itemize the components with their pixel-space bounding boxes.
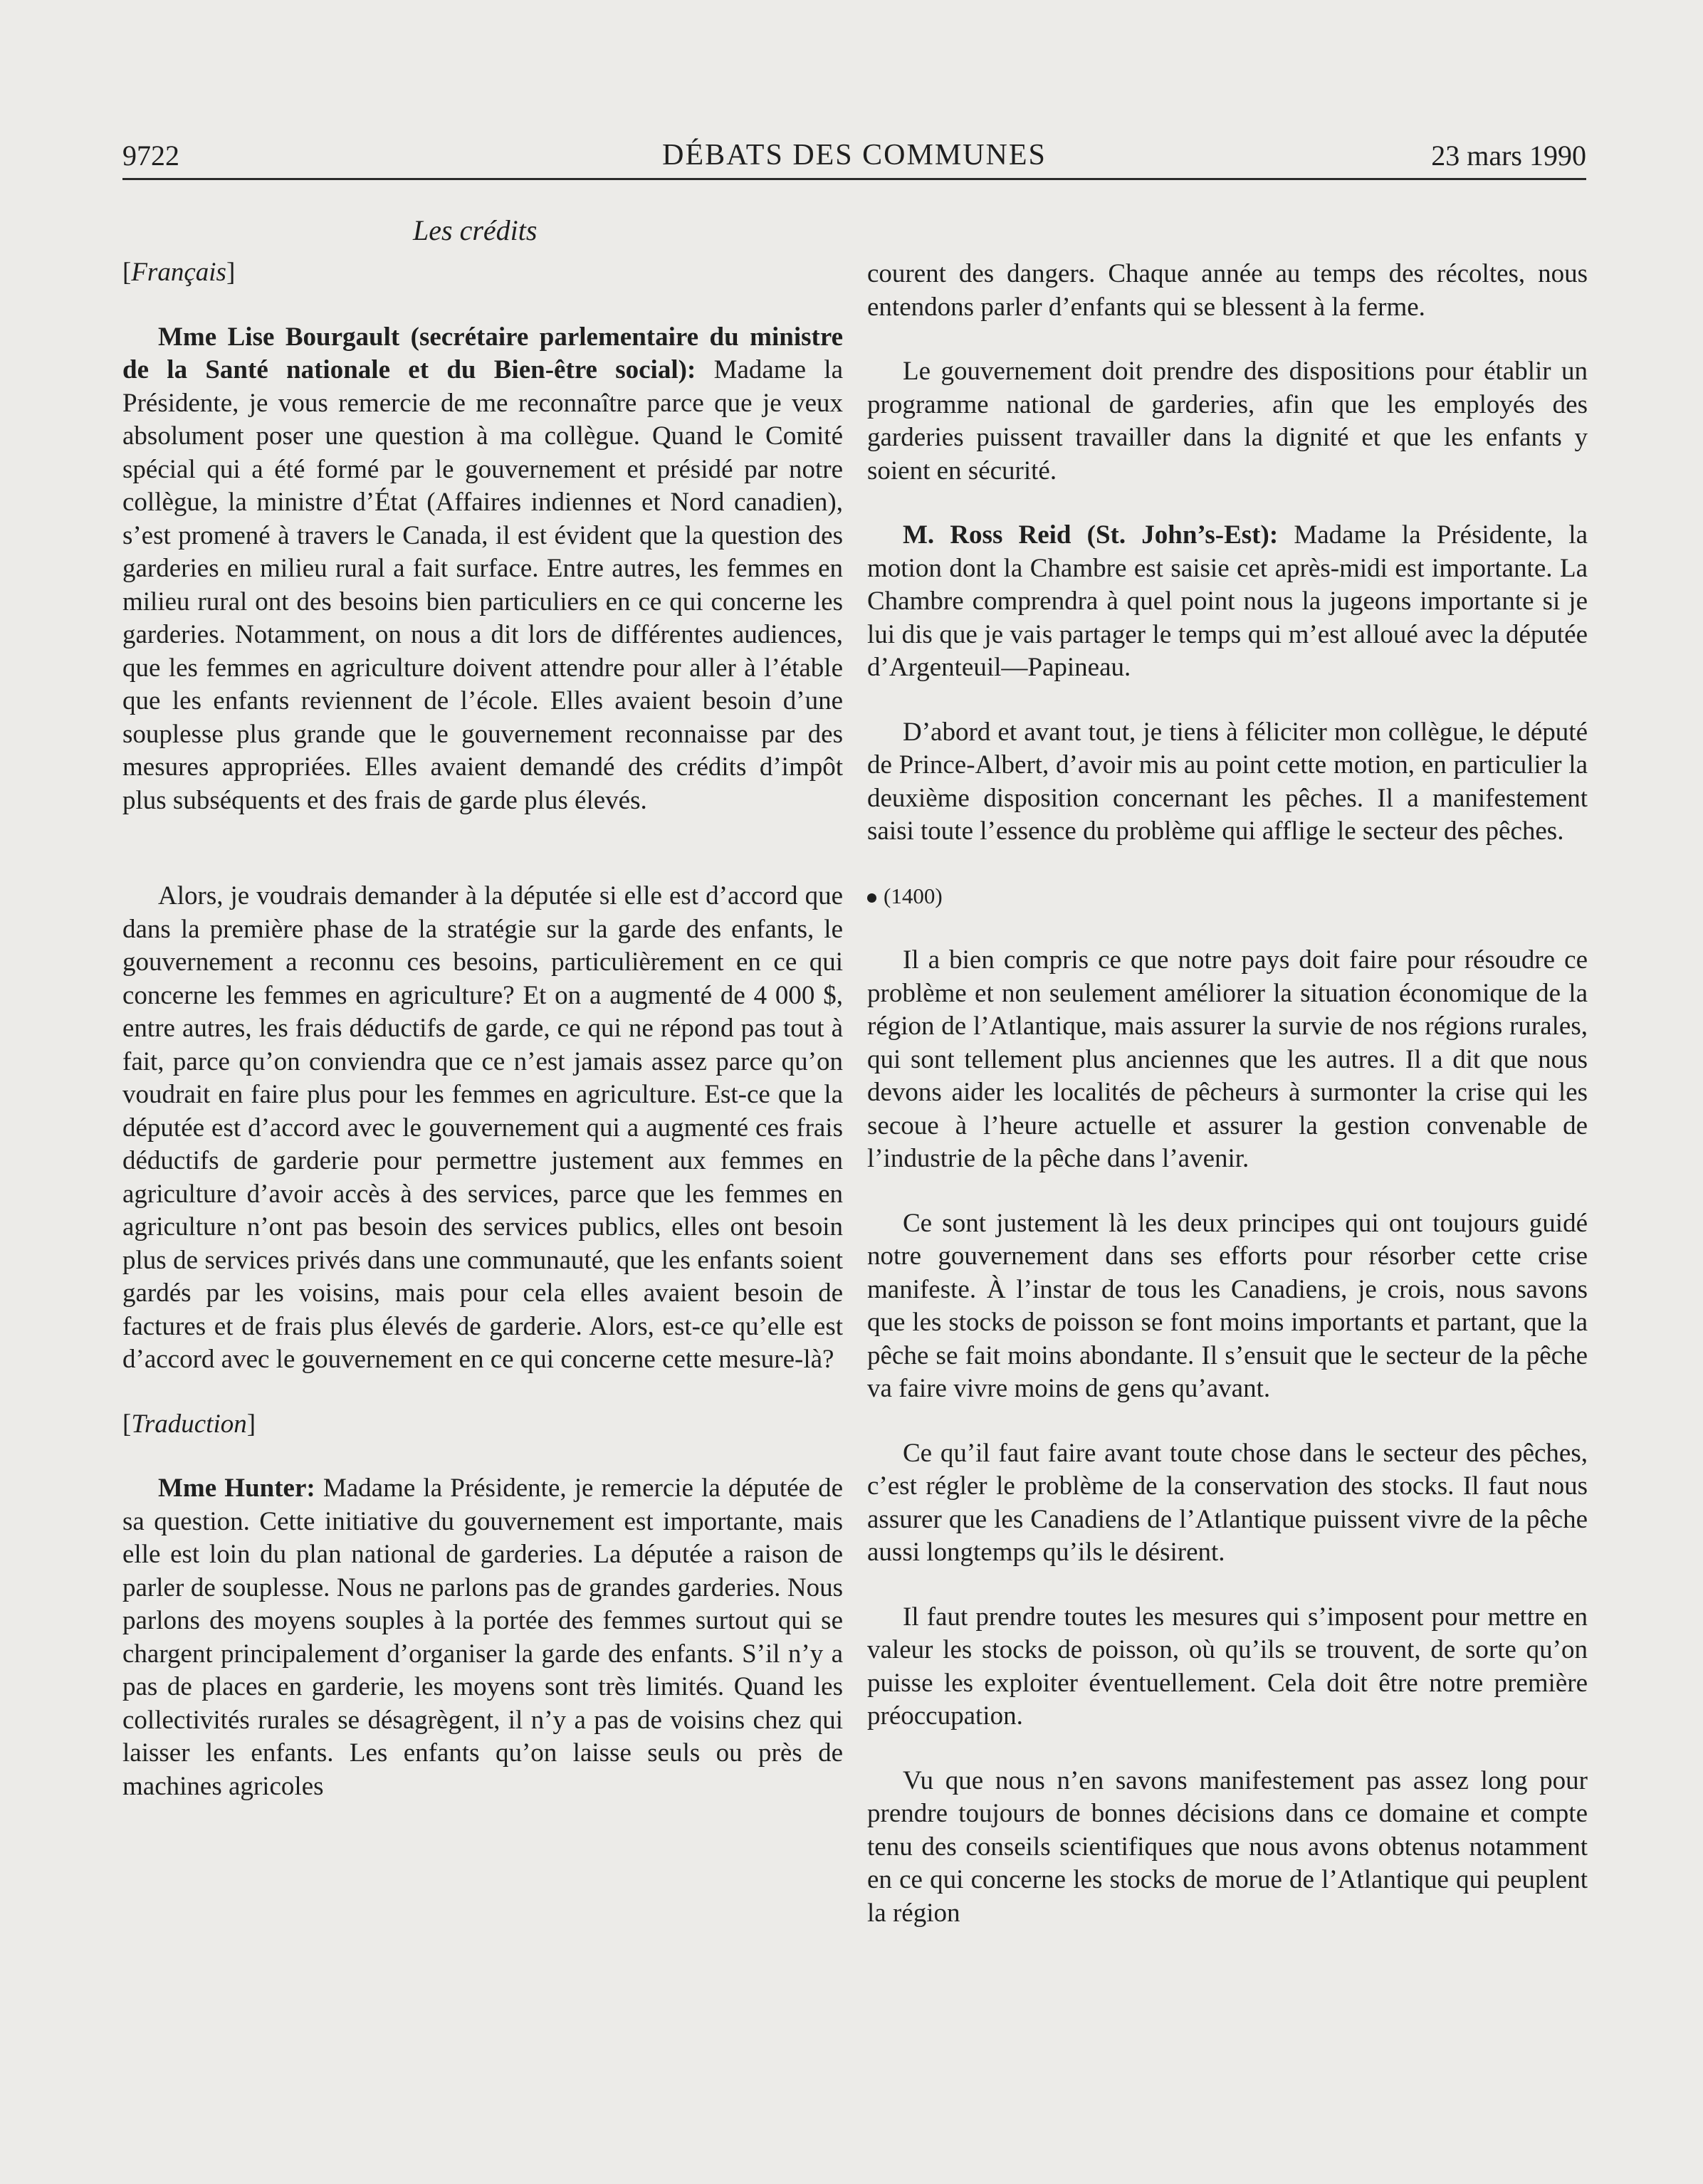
paragraph-bourgault bbox=[122, 321, 843, 818]
language-marker-french: [Français] bbox=[122, 258, 236, 287]
page-number: 9722 bbox=[122, 140, 179, 172]
paragraph-text: Madame la Présidente, la motion dont la Chambre est saisie cet après-midi est importante. La Chambre comprendra à quel point nous la jugeons importante si je lui dis que je vais partager le temps qui m’est alloué avec la députée d’Argenteuil—Papineau. bbox=[867, 520, 1588, 682]
paragraph-understood: Il a bien compris ce que notre pays doit faire pour résoudre ce problème et non seulement améliorer la situation économique de la région de l’Atlantique, mais assurer la survie de nos régions rurales, qui sont tellement plus anciennes que les autres. Il a dit que nous devons aider les localités de pêcheurs à surmonter la crise qui les secoue à l’heure actuelle et assurer la gestion convenable de l’industrie de la pêche dans l’avenir. bbox=[867, 945, 1588, 1173]
paragraph-continuation: courent des dangers. Chaque année au temps des récoltes, nous entendons parler d’enfants qui se blessent à la ferme. bbox=[867, 259, 1588, 322]
paragraph-principles: Ce sont justement là les deux principes qui ont toujours guidé notre gouvernement dans ses efforts pour résorber cette crise manifeste. À l’instar de tous les Canadiens, je crois, nous savons que les stocks de poisson se font moins importants et partant, que la pêche se fait moins abondante. Il s’ensuit que le secteur de la pêche va faire vivre moins de gens qu’avant. bbox=[867, 1208, 1588, 1403]
time-marker: (1400) bbox=[867, 880, 1588, 913]
paragraph-conservation: Ce qu’il faut faire avant toute chose dans le secteur des pêches, c’est régler le problème de la conservation des stocks. Il faut nous assurer que les Canadiens de l’Atlantique puissent vivre de la pêche aussi longtemps qu’ils le désirent. bbox=[867, 1438, 1588, 1567]
publication-title: DÉBATS DES COMMUNES bbox=[662, 139, 1047, 172]
paragraph-congratulate: D’abord et avant tout, je tiens à féliciter mon collègue, le député de Prince-Albert, d’avoir mis au point cette motion, en particulier la deuxième disposition concernant les pêches. Il a manifestement saisi toute l’essence du problème qui afflige le secteur des pêches. bbox=[867, 717, 1588, 846]
paragraph-text: Madame la Présidente, je vous remercie de me reconnaître parce que je veux absolument poser une question à ma collègue. Quand le Comité spécial qui a été formé par le gouvernement et présidé par notre collègue, la ministre d’État (Affaires indiennes et Nord canadien), s’est promené à travers le Canada, il est évident que la question des garderies en milieu rural a fait surface. Entre autres, les femmes en milieu rural ont des besoins bien particuliers en ce qui concerne les garderies. Notamment, on nous a dit lors de différentes audiences, que les femmes en agriculture doivent attendre pour aller à l’étable que les enfants reviennent de l’école. Elles avaient besoin d’une souplesse plus grande que le gouvernement reconnaisse par des mesures appropriées. Elles avaient demandé des crédits d’impôt plus subséquents et des frais de garde plus élevés. bbox=[122, 355, 843, 815]
speaker-name: Mme Hunter: bbox=[158, 1474, 315, 1503]
speaker-name: Mme Lise Bourgault (secrétaire parlementaire du ministre de la Santé nationale et du Bien-être social): bbox=[122, 322, 843, 384]
left-column bbox=[122, 256, 843, 1834]
publication-date: 23 mars 1990 bbox=[1431, 140, 1586, 172]
bullet-icon bbox=[867, 893, 876, 903]
paragraph-scientific: Vu que nous n’en savons manifestement pas assez long pour prendre toujours de bonnes décisions dans ce domaine et compte tenu des conseils scientifiques que nous avons obtenus notamment en ce qui concerne les stocks de morue de l’Atlantique qui peuplent la région bbox=[867, 1765, 1588, 1928]
paragraph-reid bbox=[867, 519, 1588, 685]
speaker-name: M. Ross Reid (St. John’s-Est): bbox=[903, 520, 1279, 550]
right-column bbox=[867, 258, 1588, 1961]
page-header bbox=[122, 135, 1586, 180]
paragraph-measures: Il faut prendre toutes les mesures qui s’imposent pour mettre en valeur les stocks de poisson, où qu’ils se trouvent, de sorte qu’on puisse les exploiter éventuellement. Cela doit être notre première préoccupation. bbox=[867, 1602, 1588, 1731]
paragraph-text: Madame la Présidente, je remercie la députée de sa question. Cette initiative du gouvernement est importante, mais elle est loin du plan national de garderies. La députée a raison de parler de souplesse. Nous ne parlons pas de grandes garderies. Nous parlons des moyens souples à la portée des femmes surtout qui se chargent principalement d’organiser la garde des enfants. S’il n’y a pas de places en garderie, les moyens sont très limités. Quand les collectivités rurales se désagrègent, il n’y a pas de voisins chez qui laisser les enfants. Les enfants qu’on laisse seuls ou près de machines agricoles bbox=[122, 1474, 843, 1801]
language-marker-translation: [Traduction] bbox=[122, 1409, 256, 1439]
paragraph-government: Le gouvernement doit prendre des dispositions pour établir un programme national de garderies, afin que les employés des garderies puissent travailler dans la dignité et que les enfants y soient en sécurité. bbox=[867, 357, 1588, 485]
section-title: Les crédits bbox=[413, 214, 538, 246]
paragraph-question: Alors, je voudrais demander à la députée si elle est d’accord que dans la première phase de la stratégie sur la garde des enfants, le gouvernement a reconnu ces besoins, particulièrement en ce qui concerne les femmes en agriculture? Et on a augmenté de 4 000 $, entre autres, les frais déductifs de garde, ce qui ne répond pas tout à fait, parce qu’on conviendra que ce n’est jamais assez parce qu’on voudrait en faire plus pour les femmes en agriculture. Est-ce que la députée est d’accord avec le gouvernement qui a augmenté ces frais déductifs de garderie pour permettre justement aux femmes en agriculture d’avoir accès à des services, parce que les femmes en agriculture n’ont pas besoin des services publics, elles ont besoin plus de services privés dans une communauté, que les enfants soient gardés par les voisins, mais pour cela elles avaient besoin de factures et de frais plus élevés de garderie. Alors, est-ce qu’elle est d’accord avec le gouvernement en ce qui concerne cette mesure-là? bbox=[122, 881, 843, 1374]
paragraph-hunter bbox=[122, 1472, 843, 1803]
